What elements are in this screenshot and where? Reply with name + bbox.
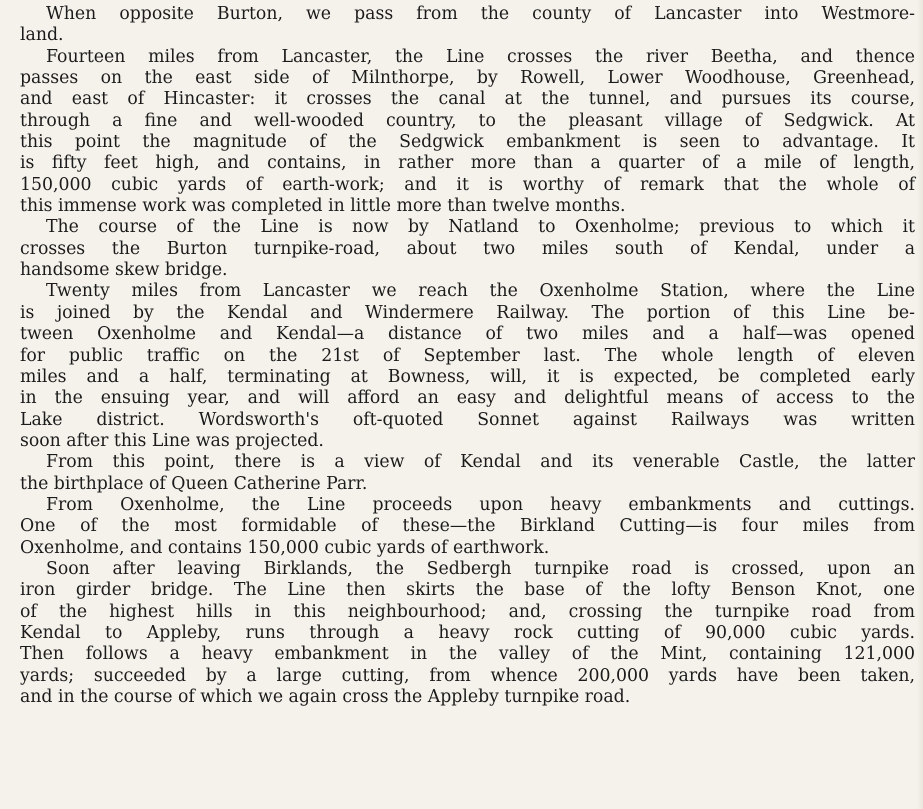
text-line: Soon after leaving Birklands, the Sedbergh turnpike road is crossed, upon an [46, 558, 915, 579]
text-line: passes on the east side of Milnthorpe, by Rowell, Lower Woodhouse, Greenhead, [20, 68, 915, 89]
text-line: is fifty feet high, and contains, in rather more than a quarter of a mile of length, [20, 153, 915, 174]
text-line: Oxenholme, and contains 150,000 cubic yards of earthwork. [20, 537, 550, 558]
text-line: of the highest hills in this neighbourhood; and, crossing the turnpike road from [20, 601, 915, 622]
text-line: soon after this Line was projected. [20, 430, 324, 451]
text-line: for public traffic on the 21st of September last. The whole length of eleven [20, 345, 915, 366]
text-line: handsome skew bridge. [20, 260, 228, 281]
article-column [20, 4, 915, 708]
text-line: One of the most formidable of these—the Birkland Cutting—is four miles from [20, 516, 915, 537]
text-line: From this point, there is a view of Kendal and its venerable Castle, the latter [46, 452, 915, 473]
text-line: this immense work was completed in little more than twelve months. [20, 196, 626, 217]
text-line: crosses the Burton turnpike-road, about two miles south of Kendal, under a [20, 238, 915, 259]
text-line: Twenty miles from Lancaster we reach the Oxenholme Station, where the Line [46, 281, 915, 302]
text-line: and east of Hincaster: it crosses the canal at the tunnel, and pursues its course, [20, 89, 915, 110]
text-line: Then follows a heavy embankment in the valley of the Mint, containing 121,000 [20, 644, 915, 665]
text-line: tween Oxenholme and Kendal—a distance of two miles and a half—was opened [20, 324, 915, 345]
paragraph-6 [20, 495, 915, 559]
paragraph-4 [20, 281, 915, 452]
text-line: miles and a half, terminating at Bowness, will, it is expected, be completed early [20, 366, 915, 387]
text-line: When opposite Burton, we pass from the county of Lancaster into Westmore- [46, 4, 915, 24]
text-line: is joined by the Kendal and Windermere Railway. The portion of this Line be- [20, 302, 915, 323]
paragraph-2 [20, 47, 915, 218]
text-line: Fourteen miles from Lancaster, the Line crosses the river Beetha, and thence [46, 46, 915, 67]
paragraph-1 [20, 4, 915, 47]
text-line: in the ensuing year, and will afford an easy and delightful means of access to the [20, 388, 915, 409]
text-line: Lake district. Wordsworth's oft-quoted Sonnet against Railways was written [20, 409, 915, 430]
text-line: the birthplace of Queen Catherine Parr. [20, 473, 368, 494]
text-line: and in the course of which we again cross the Appleby turnpike road. [20, 687, 631, 707]
page-edge-shadow [917, 0, 923, 809]
text-line: The course of the Line is now by Natland to Oxenholme; previous to which it [46, 217, 915, 238]
text-line: through a fine and well-wooded country, to the pleasant village of Sedgwick. At [20, 110, 915, 131]
text-line: this point the magnitude of the Sedgwick embankment is seen to advantage. It [20, 132, 915, 153]
paragraph-5 [20, 452, 915, 495]
text-line: yards; succeeded by a large cutting, from whence 200,000 yards have been taken, [20, 665, 915, 686]
paragraph-3 [20, 217, 915, 281]
text-line: land. [20, 25, 64, 46]
paragraph-7 [20, 559, 915, 708]
text-line: Kendal to Appleby, runs through a heavy rock cutting of 90,000 cubic yards. [20, 622, 915, 643]
text-line: 150,000 cubic yards of earth-work; and it is worthy of remark that the whole of [20, 174, 915, 195]
text-line: iron girder bridge. The Line then skirts the base of the lofty Benson Knot, one [20, 580, 915, 601]
text-line: From Oxenholme, the Line proceeds upon heavy embankments and cuttings. [46, 494, 915, 515]
